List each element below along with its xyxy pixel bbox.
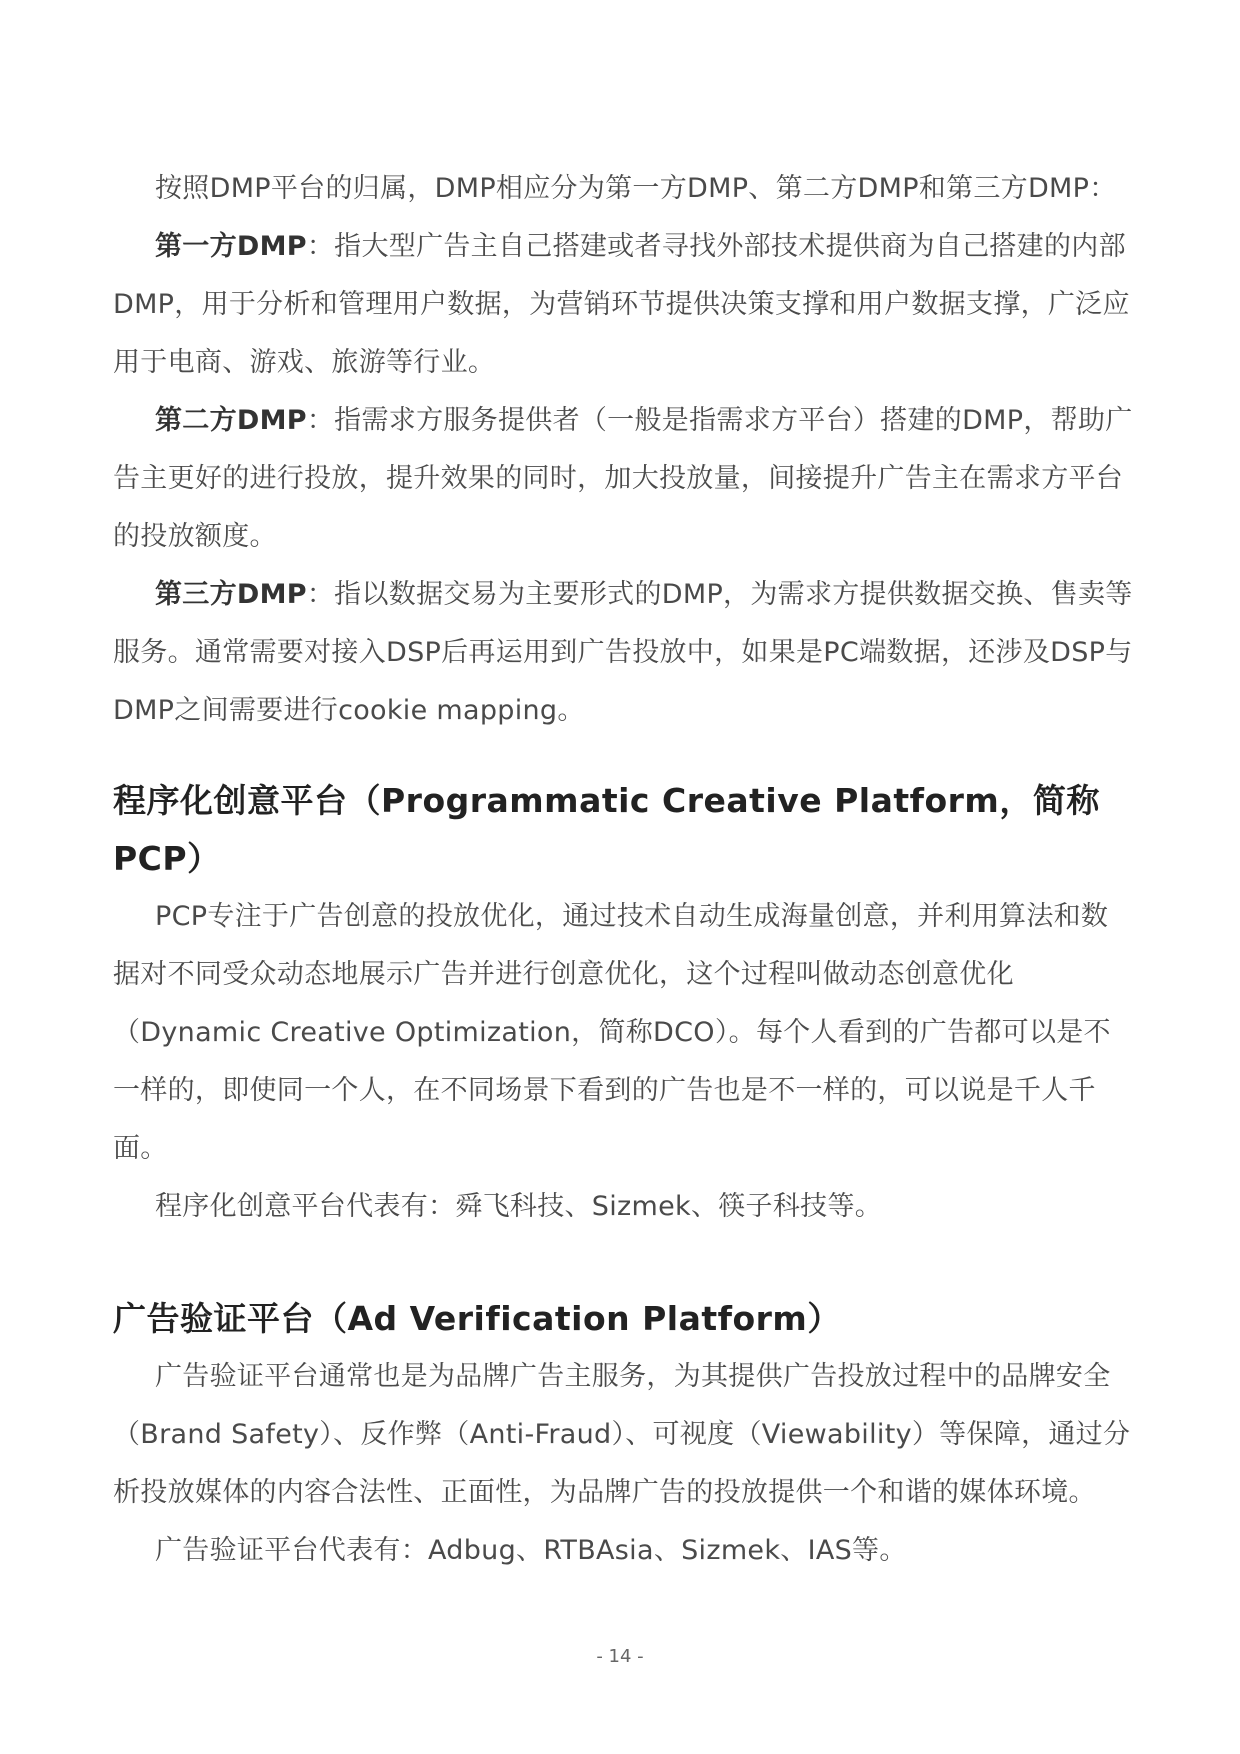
third-party-dmp-term: 第三方DMP bbox=[155, 579, 307, 610]
pcp-section-heading: 程序化创意平台（Programmatic Creative Platform，简称PCP） bbox=[113, 781, 1100, 878]
intro-paragraph: 按照DMP平台的归属，DMP相应分为第一方DMP、第二方DMP和第三方DMP： bbox=[155, 173, 1117, 204]
page-number: - 14 - bbox=[596, 1646, 644, 1667]
second-party-dmp-term: 第二方DMP bbox=[155, 405, 307, 436]
section-spacer bbox=[113, 740, 1135, 772]
document-body bbox=[113, 160, 1135, 1580]
pcp-representatives-paragraph: 程序化创意平台代表有：舜飞科技、Sizmek、筷子科技等。 bbox=[155, 1191, 883, 1222]
second-party-dmp-text: ：指需求方服务提供者（一般是指需求方平台）搭建的DMP，帮助广告主更好的进行投放，提升效果的同时，加大投放量，间接提升广告主在需求方平台的投放额度。 bbox=[113, 405, 1133, 552]
first-party-dmp-text: ：指大型广告主自己搭建或者寻找外部技术提供商为自己搭建的内部DMP，用于分析和管理用户数据，为营销环节提供决策支撑和用户数据支撑，广泛应用于电商、游戏、旅游等行业。 bbox=[113, 231, 1130, 378]
first-party-dmp-paragraph bbox=[113, 218, 1135, 392]
avp-section-heading: 广告验证平台（Ad Verification Platform） bbox=[113, 1299, 841, 1338]
section-spacer bbox=[113, 1236, 1135, 1290]
avp-representatives-paragraph: 广告验证平台代表有：Adbug、RTBAsia、Sizmek、IAS等。 bbox=[155, 1535, 907, 1566]
third-party-dmp-paragraph bbox=[113, 566, 1135, 740]
avp-description-paragraph: 广告验证平台通常也是为品牌广告主服务，为其提供广告投放过程中的品牌安全（Brand Safety）、反作弊（Anti-Fraud）、可视度（Viewability）等保障，通过分析投放媒体的内容合法性、正面性，为品牌广告的投放提供一个和谐的媒体环境。 bbox=[113, 1361, 1131, 1508]
pcp-description-paragraph: PCP专注于广告创意的投放优化，通过技术自动生成海量创意，并利用算法和数据对不同受众动态地展示广告并进行创意优化，这个过程叫做动态创意优化（Dynamic Creative Optimization，简称DCO）。每个人看到的广告都可以是不一样的，即使同一个人，在不同场景下看到的广告也是不一样的，可以说是千人千面。 bbox=[113, 901, 1111, 1164]
third-party-dmp-text: ：指以数据交易为主要形式的DMP，为需求方提供数据交换、售卖等服务。通常需要对接入DSP后再运用到广告投放中，如果是PC端数据，还涉及DSP与DMP之间需要进行cookie mapping。 bbox=[113, 579, 1133, 726]
second-party-dmp-paragraph bbox=[113, 392, 1135, 566]
first-party-dmp-term: 第一方DMP bbox=[155, 231, 307, 262]
